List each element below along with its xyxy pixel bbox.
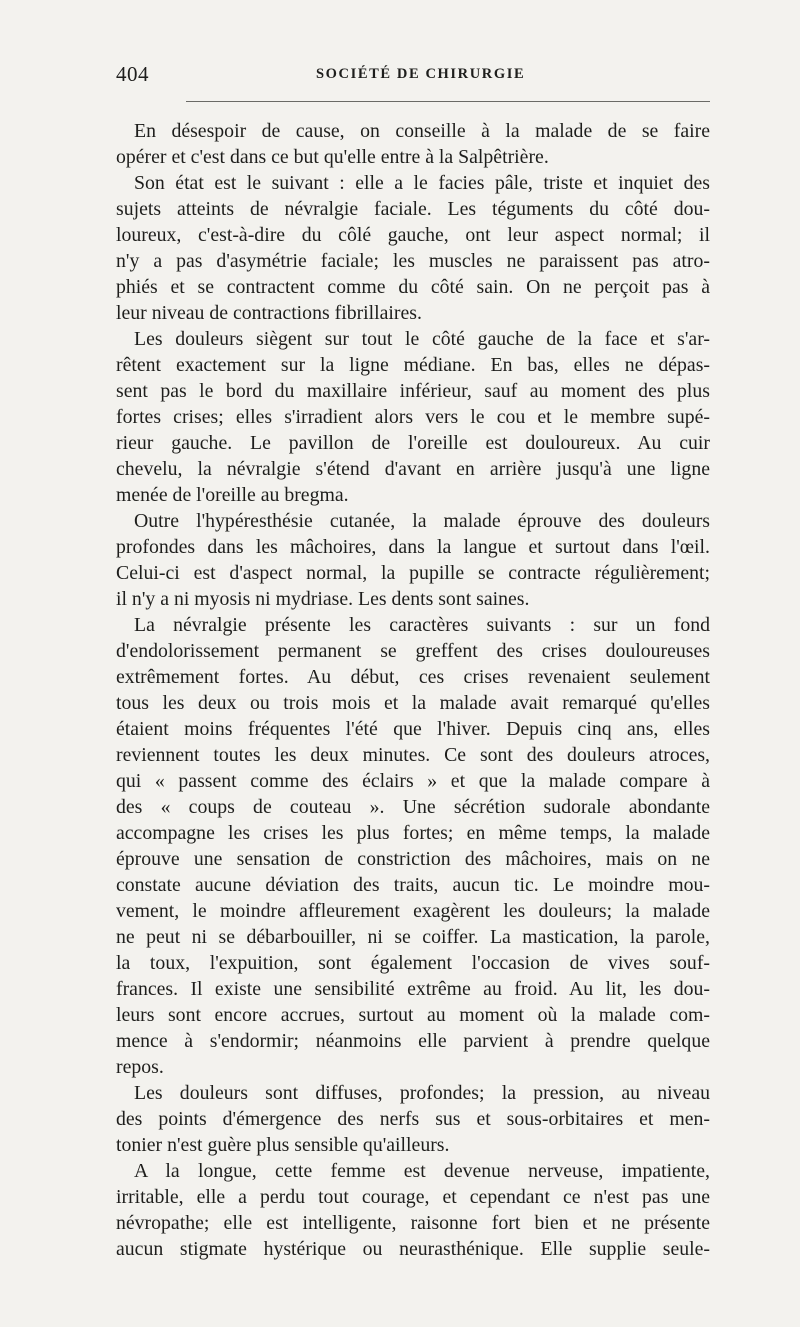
text-line: étaient moins fréquentes l'été que l'hiver. Depuis cinq ans, elles xyxy=(116,718,710,740)
page-number: 404 xyxy=(116,62,149,86)
text-line: mence à s'endormir; néanmoins elle parvient à prendre quelque xyxy=(116,1030,710,1052)
text-line: La névralgie présente les caractères suivants : sur un fond xyxy=(134,614,710,636)
text-line: fortes crises; elles s'irradient alors vers le cou et le membre supé- xyxy=(116,406,710,428)
text-line: vement, le moindre affleurement exagèrent les douleurs; la malade xyxy=(116,900,710,922)
text-line: n'y a pas d'asymétrie faciale; les muscles ne paraissent pas atro- xyxy=(116,250,710,272)
text-line: des points d'émergence des nerfs sus et sous-orbitaires et men- xyxy=(116,1108,710,1130)
text-line: constate aucune déviation des traits, aucun tic. Le moindre mou- xyxy=(116,874,710,896)
header-rule xyxy=(186,101,710,102)
text-line: tonier n'est guère plus sensible qu'ailleurs. xyxy=(116,1134,450,1156)
text-line: irritable, elle a perdu tout courage, et cependant ce n'est pas une xyxy=(116,1186,710,1208)
text-line: rieur gauche. Le pavillon de l'oreille est douloureux. Au cuir xyxy=(116,432,710,454)
text-line: éprouve une sensation de constriction des mâchoires, mais on ne xyxy=(116,848,710,870)
text-line: tous les deux ou trois mois et la malade avait remarqué qu'elles xyxy=(116,692,710,714)
text-line: la toux, l'expuition, sont également l'occasion de vives souf- xyxy=(116,952,710,974)
text-line: En désespoir de cause, on conseille à la malade de se faire xyxy=(134,120,710,142)
text-line: Les douleurs sont diffuses, profondes; la pression, au niveau xyxy=(134,1082,710,1104)
text-line: névropathe; elle est intelligente, raisonne fort bien et ne présente xyxy=(116,1212,710,1234)
text-line: frances. Il existe une sensibilité extrême au froid. Au lit, les dou- xyxy=(116,978,710,1000)
text-line: ne peut ni se débarbouiller, ni se coiffer. La mastication, la parole, xyxy=(116,926,710,948)
running-head xyxy=(116,62,710,92)
text-line: repos. xyxy=(116,1056,164,1078)
text-line: il n'y a ni myosis ni mydriase. Les dents sont saines. xyxy=(116,588,530,610)
text-line: extrêmement fortes. Au début, ces crises revenaient seulement xyxy=(116,666,710,688)
text-line: aucun stigmate hystérique ou neurasthénique. Elle supplie seule- xyxy=(116,1238,710,1260)
text-line: Celui-ci est d'aspect normal, la pupille se contracte régulièrement; xyxy=(116,562,710,584)
text-line: leurs sont encore accrues, surtout au moment où la malade com- xyxy=(116,1004,710,1026)
text-line: phiés et se contractent comme du côté sain. On ne perçoit pas à xyxy=(116,276,710,298)
text-line: reviennent toutes les deux minutes. Ce sont des douleurs atroces, xyxy=(116,744,710,766)
text-line: opérer et c'est dans ce but qu'elle entre à la Salpêtrière. xyxy=(116,146,549,168)
text-line: profondes dans les mâchoires, dans la langue et surtout dans l'œil. xyxy=(116,536,710,558)
text-line: Les douleurs siègent sur tout le côté gauche de la face et s'ar- xyxy=(134,328,710,350)
text-line: sent pas le bord du maxillaire inférieur, sauf au moment des plus xyxy=(116,380,710,402)
text-line: qui « passent comme des éclairs » et que la malade compare à xyxy=(116,770,710,792)
text-line: sujets atteints de névralgie faciale. Les téguments du côté dou- xyxy=(116,198,710,220)
text-line: des « coups de couteau ». Une sécrétion sudorale abondante xyxy=(116,796,710,818)
body-text xyxy=(116,118,710,1262)
text-line: leur niveau de contractions fibrillaires. xyxy=(116,302,422,324)
running-title: SOCIÉTÉ DE CHIRURGIE xyxy=(316,66,526,82)
text-line: loureux, c'est-à-dire du côlé gauche, ont leur aspect normal; il xyxy=(116,224,710,246)
text-line: accompagne les crises les plus fortes; en même temps, la malade xyxy=(116,822,710,844)
text-line: rêtent exactement sur la ligne médiane. En bas, elles ne dépas- xyxy=(116,354,710,376)
text-line: menée de l'oreille au bregma. xyxy=(116,484,349,506)
text-line: Son état est le suivant : elle a le facies pâle, triste et inquiet des xyxy=(134,172,710,194)
text-line: d'endolorissement permanent se greffent des crises douloureuses xyxy=(116,640,710,662)
text-line: Outre l'hypéresthésie cutanée, la malade éprouve des douleurs xyxy=(134,510,710,532)
text-line: A la longue, cette femme est devenue nerveuse, impatiente, xyxy=(134,1160,710,1182)
text-line: chevelu, la névralgie s'étend d'avant en arrière jusqu'à une ligne xyxy=(116,458,710,480)
